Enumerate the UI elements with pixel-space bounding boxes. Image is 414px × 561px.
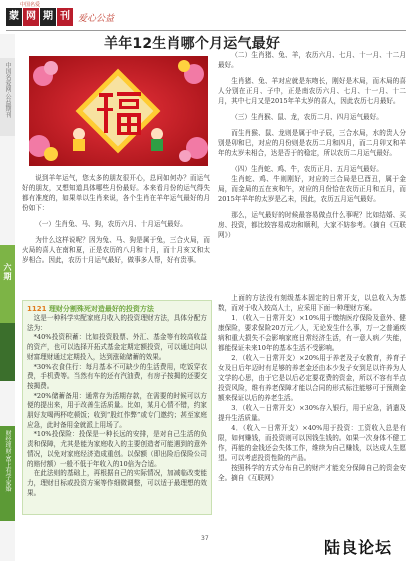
child-figure-right bbox=[151, 128, 163, 140]
logo-char-4: 刊 bbox=[57, 8, 73, 26]
fu-character-image bbox=[29, 56, 208, 166]
finance-tip-title: 1121 理财分割殊死对造最好的投资方法 bbox=[27, 305, 154, 313]
finance-tip-paragraph: *40%投资积蓄：比如投资股票、外汇、基金等有较高收益的资产，也可以选择开拓式基金定期定额投资，可以通过向以财富理财通过定期投入，达到涨础储蓄的效果。 bbox=[27, 333, 207, 361]
child-figure-left bbox=[73, 128, 85, 140]
budget-paragraph: 4．（收入－日常开支）×40%用于投资：工资收入总是有限，如何赚钱，而投资则可以因钱生钱的。如果一次身体不健工作，再能的金钱还会失体工作，维续为自己赚钱，以达成人生愿望。可以考虑投资性险的产品。 bbox=[218, 424, 406, 462]
page-header bbox=[0, 0, 414, 34]
side-section-label: 六期 bbox=[3, 263, 12, 281]
side-text-bottom: 财经理财·富上有学家婚 bbox=[4, 430, 11, 492]
intro-paragraph: （一）生肖兔、马、狗，农历六月、十月运气最好。 bbox=[35, 220, 187, 228]
page-number: 37 bbox=[201, 535, 209, 542]
zodiac-paragraph: （二）生肖猪、兔、羊，农历六月、七月、十一月、十二月最好。 bbox=[218, 51, 406, 69]
budget-paragraph: 上面的方法没有刻级基本固定的日常开支，以总收入为基数，而对于收入较高人士，应采用下面一种理财方案。 bbox=[218, 294, 406, 312]
zodiac-paragraph: 而生肖猴、鼠、龙则是属于申子辰，三合水局，水的贵人分别是卯和巳，对应的月份则是农历二月和四月，而二月卯又和羊年的太岁未相合，达是否于的稳定，所以农历二月运气最好。 bbox=[218, 129, 406, 157]
zodiac-paragraph: 那么，运气最好的时候最容易做点什么事呢？比如结婚、买房、投资，都比较容易成功和顺利，大家不妨参考。（摘自《互联网》） bbox=[218, 211, 406, 239]
zodiac-paragraph: 生肖蛇、鸡、牛则刚好，对应的三合局是巳酉丑，属于金局，而金局的五在亥和午，对应的月份恰在农历正月和五月，而2015年羊年的太岁是乙未，因此，农历五月运气最好。 bbox=[218, 175, 406, 203]
logo-mini-label: 中国名爱 bbox=[20, 2, 41, 8]
logo-char-2: 网 bbox=[23, 8, 39, 26]
forum-watermark: 陆良论坛 bbox=[324, 538, 393, 557]
intro-column bbox=[22, 173, 210, 265]
side-tab-top bbox=[0, 58, 15, 136]
side-tab-dark bbox=[0, 323, 15, 381]
logo-slogan: 爱心公益 bbox=[78, 13, 115, 24]
finance-tip-paragraph: 这是一种科学实配家庭月收入的投资理财方法，具体分配方法为： bbox=[27, 314, 207, 332]
logo-char-3: 期 bbox=[40, 8, 56, 26]
side-tab-bottom bbox=[0, 426, 15, 521]
intro-paragraph: 说到羊年运气，您太多的朋友很开心，总问如何办？而运气好的朋友，又想知道具体哪些月份最好。本来看月份的运气得失都有准度的，如果单以生肖来说，各个生肖在羊年运气最好的月份如下： bbox=[22, 174, 210, 212]
logo-char-1: 蒙 bbox=[6, 8, 22, 26]
side-text-top: 中国名爱网·公益期刊 bbox=[4, 62, 11, 118]
zodiac-paragraph: （三）生肖猴、鼠、龙，农历二月、四月运气最好。 bbox=[231, 113, 383, 121]
budget-paragraph: 3．（收入－日常开支）×30%存入银行，用于应急，消遣及提升生活质量。 bbox=[218, 404, 406, 422]
budget-paragraph: 2．（收入－日常开支）×20%用于养老及子女教育，养育子女及日后年迈时有足够的养老金还由本少发子女到足以许养为人文学的心思，由于它是以后必定要花费的资金，所以不容有半点投资风险，维有养老保障才能以合同的形式标注能够可于预测金额来保证以后的养老生活。 bbox=[218, 354, 406, 402]
intro-paragraph: 为什么这样说呢？因为兔、马、狗是属于兔，三合火局，而火局的喜人在南和夏，正是农历的八月和十月，而十月亥又和太岁相合。因此，农历十月运气最好，做事多人帮，好有贵事。 bbox=[22, 236, 210, 264]
budget-paragraph: 按照科学的方式分布自己的财产才能充分保障自己的资金安全。摘自《互联网》 bbox=[218, 464, 406, 482]
finance-tip-paragraph: *10%投保险：投保是一种长远的安排，是对自己生活的负责和保障，尤其是能为家庭收入的主要创造者可能遇到的意外情况，以免对家庭经济造成重创。以保额（即出险后保险公司的赔付额）一般不低于年收入的10倍为合适。 bbox=[27, 430, 207, 468]
budget-column bbox=[218, 293, 406, 483]
finance-tip-box bbox=[22, 300, 212, 515]
article-title: 羊年12生肖哪个月运气最好 bbox=[104, 36, 281, 52]
budget-paragraph: 1．（收入－日常开支）×10%用于缴纳医疗保险及意外、健康保险，要求保险20万元／人，无论发生什么事，万一之普通疾病和重大损失不会影响家庭日常经济生活，有一意人病／失能，都能保证未来10年的基本生活不受影响。 bbox=[218, 314, 406, 352]
finance-tip-paragraph: *20%储蓄备用：通常存为活期存款，在需要的时候可以方便的提出来，用于改善生活质量。比如，某月心情不错，约家朋好友喝两杯吃顿饭；收到“股红作弊”或专门邀约；甚至家庭应急，此时备用金就派上用场了。 bbox=[27, 391, 207, 429]
finance-tip-paragraph: *30%衣食住行：每月基本不可缺少的生活费用，吃饭穿衣费，手机费等。当然有车的还有汽油费，有房子按揭的还要交按揭费。 bbox=[27, 362, 207, 390]
zodiac-paragraph: 生肖猪、兔、羊对应就是东吻长，刚好是木局，而木局的喜人分别在正月、子中，正是南农历六月、七月、十一月、十二月，其中七月又是2015年羊太岁的喜人，因此农历七月最好。 bbox=[218, 77, 406, 105]
side-tab-section bbox=[0, 245, 15, 323]
zodiac-column bbox=[218, 50, 406, 240]
header-divider bbox=[6, 30, 406, 31]
magazine-logo bbox=[6, 2, 115, 28]
fu-illustration bbox=[29, 56, 208, 166]
finance-tip-paragraph: 在此法则的基础上，再根据自己的实际情况，加减临改变能力，理财目标或投资方案等作细微调整，可以适于最理想的效果。 bbox=[27, 469, 207, 497]
zodiac-paragraph: （四）生肖蛇、鸡、牛，农历正月、五月运气最好。 bbox=[231, 165, 383, 173]
